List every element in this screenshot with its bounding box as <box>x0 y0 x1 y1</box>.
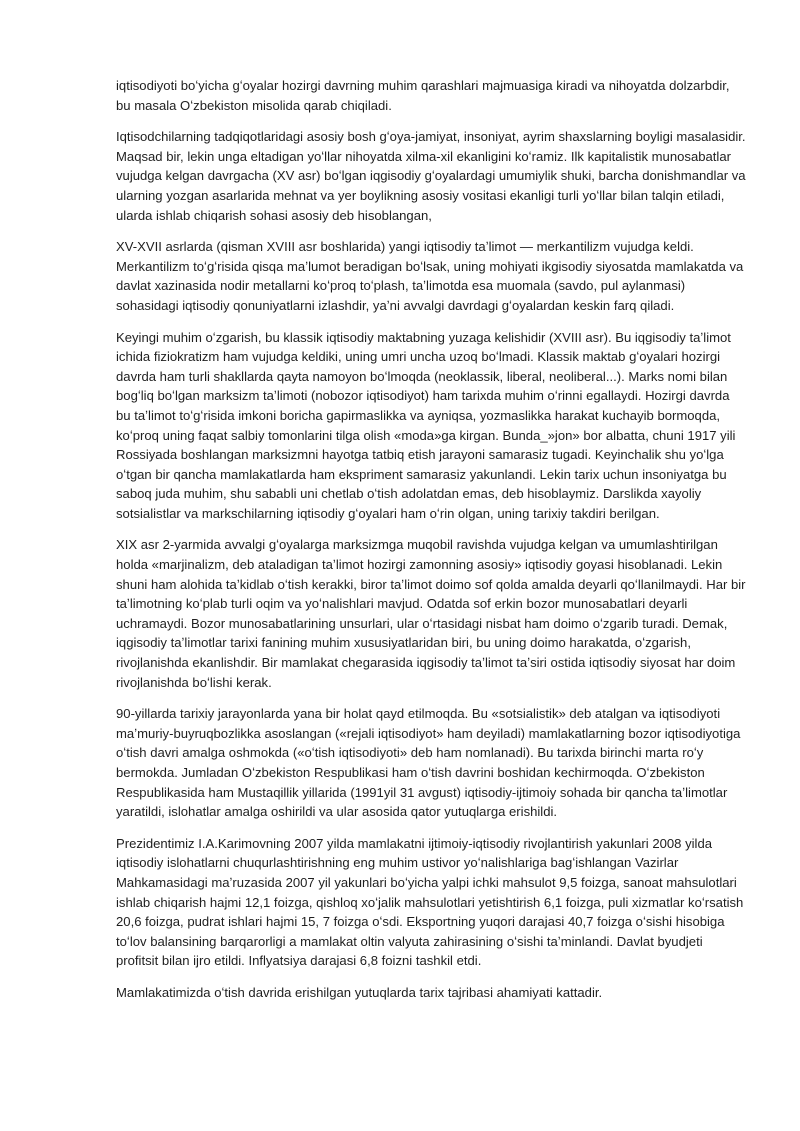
paragraph-4: Keyingi muhim oʻzgarish, bu klassik iqtisodiy maktabning yuzaga kelishidir (XVIII asr). Bu iqgisodiy taʼlimot ichida fiziokratizm ham vujudga keldiki, uning umri uncha uzoq boʻlmadi. Klassik maktab gʻoyalari hozirgi davrda ham turli shakllarda qayta namoyon boʻlmoqda (neoklassik, liberal, neoliberal...). Marks nomi bilan bogʻliq boʻlgan marksizm taʼlimoti (nobozor iqtisodiyot) ham tarixda muhim oʻrinni egallaydi. Hozirgi davrda bu taʼlimot toʻgʻrisida imkoni boricha gapirmaslikka va ayniqsa, yozmaslikka harakat kuchayib bormoqda, koʻproq uning faqat salbiy tomonlarini tilga olish «moda»ga kirgan. Bunda_»jon» bor albatta, chuni 1917 yili Rossiyada boshlangan marksizmni hayotga tatbiq etish jarayoni samarasiz tugadi. Keyinchalik shu yoʻlga oʻtgan bir qancha mamlakatlarda ham ekspriment samarasiz yakunlandi. Lekin tarix uchun insoniyatga bu saboq juda muhim, shu sababli uni chetlab oʻtish adolatdan emas, deb hisoblaymiz. Darslikda xayoliy sotsialistlar va markschilarning iqtisodiy gʻoyalari ham oʻrin olgan, uning tarixiy takdiri berilgan. <box>116 329 736 521</box>
paragraph-1: iqtisodiyoti boʻyicha gʻoyalar hozirgi davrning muhim qarashlari majmuasiga kiradi va nihoyatda dolzarbdir, bu masala Oʻzbekiston misolida qarab chiqiladi. <box>116 78 730 113</box>
paragraph-8: Mamlakatimizda oʻtish davrida erishilgan yutuqlarda tarix tajribasi ahamiyati kattadir. <box>116 984 603 1000</box>
paragraph-3: XV-XVII asrlarda (qisman XVIII asr boshlarida) yangi iqtisodiy taʼlimot — merkantilizm vujudga keldi. Merkantilizm toʻgʻrisida qisqa maʼlumot beradigan boʻlsak, uning mohiyati ikgisodiy siyosatda mamlakatda va davlat xazinasida nodir metallarni koʻproq toʻplash, taʼlimotda esa muomala (savdo, pul aylanmasi) sohasidagi iqtisodiy qonuniyatlarni izlashdir, yaʼni avvalgi davrdagi gʻoyalardan keskin farq qiladi. <box>116 239 744 313</box>
paragraph-6: 90-yillarda tarixiy jarayonlarda yana bir holat qayd etilmoqda. Bu «sotsialistik» deb atalgan va iqtisodiyoti maʼmuriy-buyruqbozlikka asoslangan («rejali iqtisodiyot» ham deyiladi) mamlakatlarning bozor iqtisodiyotiga oʻtish davri amalga oshmokda («oʻtish iqtisodiyoti» deb ham nomlanadi). Bu tarixda birinchi marta roʻy bermokda. Jumladan Oʻzbekiston Respublikasi ham oʻtish davrini boshidan kechirmoqda. Oʻzbekiston Respublikasida ham Mustaqillik yillarida (1991yil 31 avgust) iqtisodiy-ijtimoiy sohada bir qancha taʼlimotlar yaratildi, islohatlar amalga oshirildi va ular asosida qator yutuqlarga erishildi. <box>116 706 741 820</box>
paragraph-2: Iqtisodchilarning tadqiqotlaridagi asosiy bosh gʻoya-jamiyat, insoniyat, ayrim shaxslarning boyligi masalasidir. Maqsad bir, lekin unga eltadigan yoʻllar nihoyatda xilma-xil ekanligini koʻramiz. Ilk kapitalistik munosabatlar vujudga kelgan davrgacha (XV asr) boʻlgan iqgisodiy gʻoyalardagi umumiylik shuki, barcha donishmandlar va ularning yozgan asarlarida mehnat va yer boylikning asosiy vositasi ekanligi turli yoʻllar bilan talqin etiladi, ularda ishlab chiqarish sohasi asosiy deb hisoblangan, <box>116 129 746 223</box>
paragraph-7: Prezidentimiz I.A.Karimovning 2007 yilda mamlakatni ijtimoiy-iqtisodiy rivojlantirish yakunlari 2008 yilda iqtisodiy islohatlarni chuqurlashtirishning eng muhim ustivor yoʻnalishlariga bagʻishlangan Vazirlar Mahkamasidagi maʼruzasida 2007 yil yakunlari boʻyicha yalpi ichki mahsulot 9,5 foizga, sanoat mahsulotlari ishlab chiqarish hajmi 12,1 foizga, qishloq xoʻjalik mahsulotlari yetishtirish 6,1 foizga, puli xizmatlar koʻrsatish 20,6 foizga, pudrat ishlari hajmi 15, 7 foizga oʻsdi. Eksportning yuqori darajasi 40,7 foizga oʻsishi hisobiga toʻlov balansining barqarorligi a mamlakat oltin valyuta zahirasining oʻsishi taʼminlandi. Davlat byudjeti profitsit bilan ijro etildi. Inflyatsiya darajasi 6,8 foizni tashkil etdi. <box>116 835 744 969</box>
document-body <box>116 76 746 1015</box>
paragraph-5: XIX asr 2-yarmida avvalgi gʻoyalarga marksizmga muqobil ravishda vujudga kelgan va umumlashtirilgan holda «marjinalizm, deb ataladigan taʼlimot hozirgi zamonning asosiy» iqtisodiy goyasi hisoblanadi. Lekin shuni ham alohida taʼkidlab oʻtish kerakki, biror taʼlimot doimo sof qolda amalda deyarli qoʻllanilmaydi. Har bir taʼlimotning koʻplab turli oqim va yoʻnalishlari mavjud. Odatda sof erkin bozor munosabatlari deyarli uchramaydi. Bozor munosabatlarining unsurlari, ular oʻrtasidagi nisbat ham doimo oʻzgarib turadi. Demak, iqgisodiy taʼlimotlar tarixi fanining muhim xususiyatlaridan biri, bu uning doimo harakatda, oʻzgarish, rivojlanishda ekanlishdir. Bir mamlakat chegarasida iqgisodiy taʼlimot taʼsiri ostida iqtisodiy siyosat har doim rivojlanishda boʻlishi kerak. <box>116 537 746 690</box>
